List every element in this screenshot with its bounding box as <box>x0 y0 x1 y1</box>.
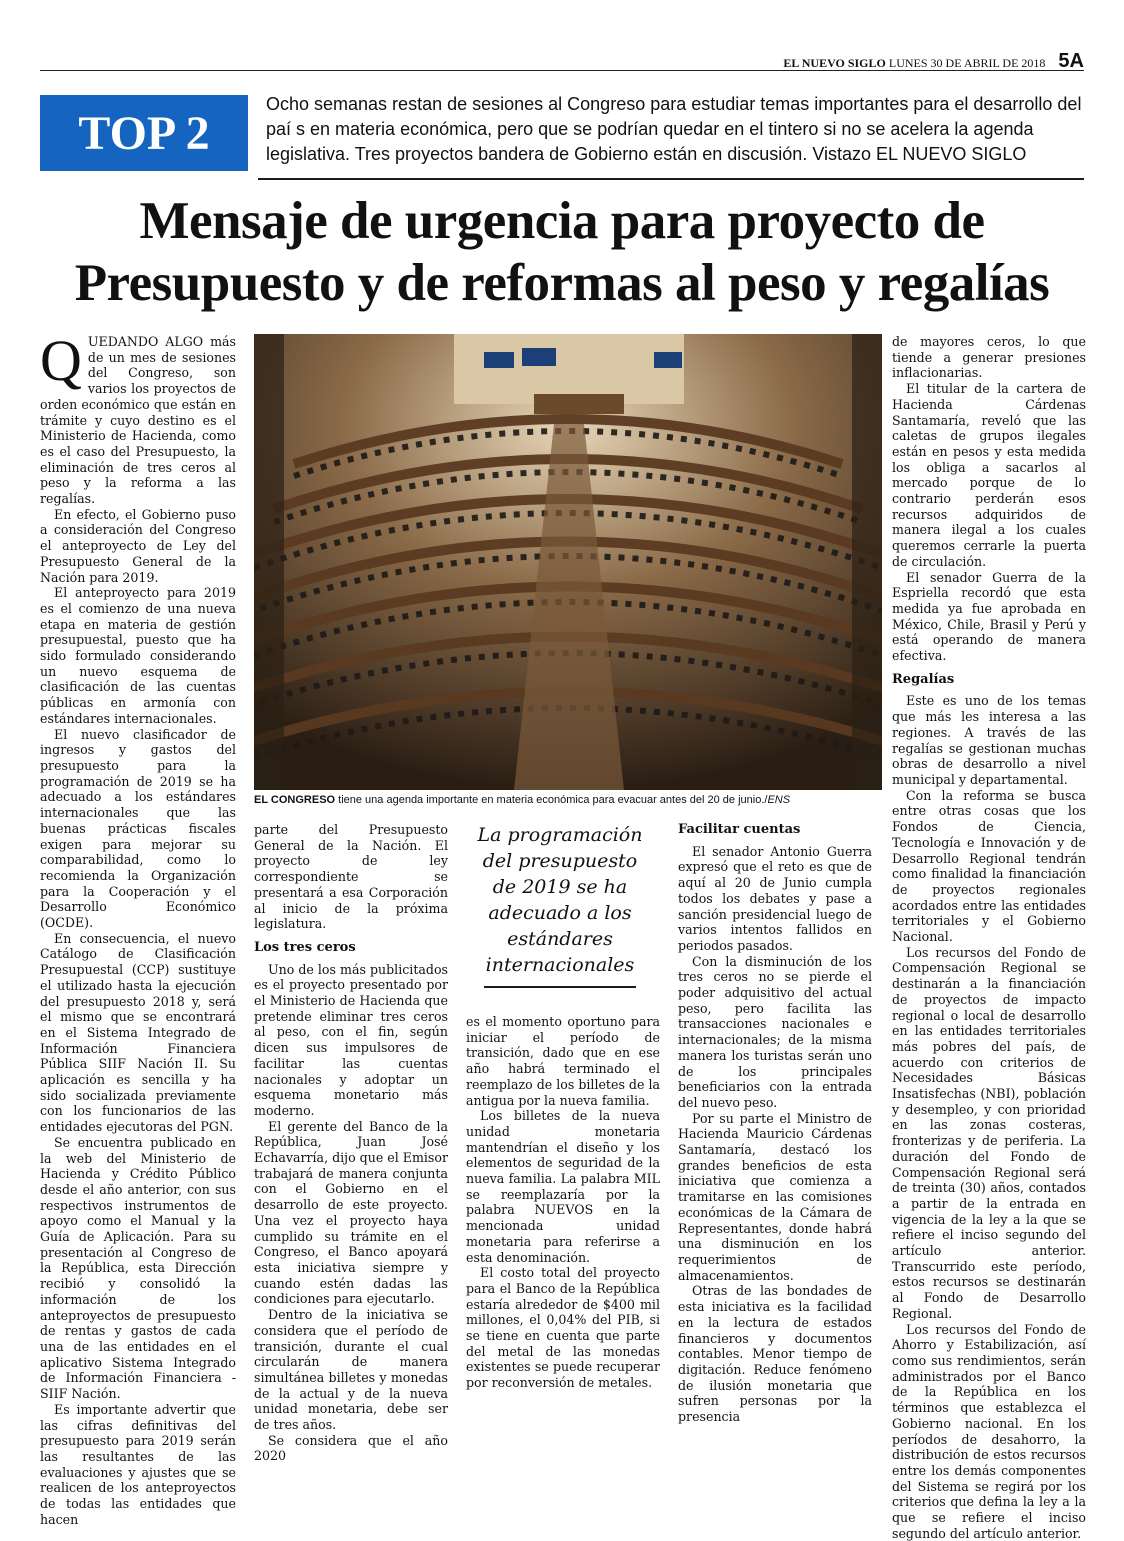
paragraph: El senador Guerra de la Espriella recordó que esta medida ya fue aprobada en México, Chile, Brasil y Perú y está operando de manera efectiva. <box>892 569 1086 664</box>
headline <box>30 190 1094 314</box>
paragraph: Este es uno de los temas que más les interesa a las regiones. A través de las regalías se gestionan muchas obras de desarrollo a nivel municipal y departamental. <box>892 693 1086 787</box>
paragraph: es el momento oportuno para iniciar el período de transición, dado que en ese año habrá terminado el reemplazo de los billetes de la antigua por la nueva familia. <box>466 1014 660 1108</box>
paragraph: Se encuentra publicado en la web del Ministerio de Hacienda y Crédito Público desde el año anterior, con sus respectivos instrumentos de apoyo como el Manual y la Guía de Aplicación. Para su presentación al Congreso de la República, esta Dirección recibió y consolidó la información de los anteproyectos de presupuesto de rentas y gastos de cada una de las entidades en el aplicativo Sistema Integrado de Información Financiera - SIIF Nación. <box>40 1134 236 1402</box>
headline-line-2: Presupuesto y de reformas al peso y regalías <box>74 254 1050 312</box>
subhead-facilitar-cuentas: Facilitar cuentas <box>678 822 801 837</box>
caption-lead: EL CONGRESO <box>254 794 336 806</box>
paragraph: En efecto, el Gobierno puso a consideración del Congreso el anteproyecto de Ley del Presupuesto General de la Nación para 2019. <box>40 506 236 585</box>
paragraph: parte del Presupuesto General de la Nación. El proyecto de ley correspondiente se presentará a esa Corporación al inicio de la próxima legislatura. <box>254 822 448 932</box>
intro-deck: Ocho semanas restan de sesiones al Congreso para estudiar temas importantes para el desarrollo del paí s en materia económica, pero que se podrían quedar en el tintero si no se acelera la agenda legislativa. Tres proyectos bandera de Gobierno están en discusión. Vistazo EL NUEVO SIGLO <box>266 94 1082 164</box>
paragraph: de mayores ceros, lo que tiende a generar presiones inflacionarias. <box>892 334 1086 381</box>
headline-line-1: Mensaje de urgencia para proyecto de <box>139 192 985 250</box>
paragraph: El costo total del proyecto para el Banco de la República estaría alrededor de $400 mil millones, el 0,04% del PIB, si se tiene en cuenta que parte del metal de las monedas existentes se puede recuperar por reconversión de metales. <box>466 1265 660 1391</box>
lead-paragraph: QUEDANDO ALGO más de un mes de sesiones del Congreso, son varios los proyectos de orden económico que están en trámite y cuyo destino es el Ministerio de Hacienda, como es el caso del Presupuesto, la eliminación de tres ceros al peso y la reforma a las regalías. <box>40 328 236 507</box>
paragraph: Uno de los más publicitados es el proyecto presentado por el Ministerio de Hacienda que pretende eliminar tres ceros al peso, con el fin, según dicen sus impulsores de facilitar las cuentas nacionales y adoptar un esquema monetario más moderno. <box>254 961 448 1118</box>
paragraph: El titular de la cartera de Hacienda Cárdenas Santamaría, reveló que las caletas de grupos ilegales están en pesos y esta medida los obliga a sacarlos al mercado porque de lo contrario perderán esos recursos adquiridos de manera ilegal a los cuales queremos cerrarle la puerta de circulación. <box>892 381 1086 569</box>
article-column-3 <box>466 1014 660 1391</box>
pull-quote-rule <box>484 986 636 988</box>
masthead-rule <box>40 70 1084 71</box>
pull-quote: La programación del presupuesto de 2019 se ha adecuado a los estándares internacionales <box>477 824 643 976</box>
paragraph: Los recursos del Fondo de Ahorro y Estabilización, así como sus rendimientos, serán administrados por el Banco de la República en los términos que establezca el Gobierno nacional. En los períodos de desahorro, la distribución de estos recursos entre los demás componentes del Sistema se regirá por los criterios que defina la ley a la que se refiere el inciso segundo del artículo anterior. <box>892 1321 1086 1541</box>
drop-cap: Q <box>40 328 82 393</box>
section-kicker: TOP 2 <box>40 95 248 171</box>
subhead-tres-ceros: Los tres ceros <box>254 939 356 955</box>
paragraph: Se considera que el año 2020 <box>254 1432 448 1464</box>
paragraph: En consecuencia, el nuevo Catálogo de Clasificación Presupuestal (CCP) sustituye el utilizado hasta la ejecución del presupuesto 2018 y, será el mismo que se encontrará en el Sistema Integrado de Información Financiera Pública SIIF Nación II. Su aplicación es sencilla y ha sido socializada previamente con los funcionarios de las entidades ejecutoras del PGN. <box>40 930 236 1135</box>
paragraph: El gerente del Banco de la República, Juan José Echavarría, dijo que el Emisor trabajará de manera conjunta con el Gobierno en el desarrollo de este proyecto. Una vez el proyecto haya cumplido su trámite en el Congreso, el Banco apoyará esta iniciativa siempre y cuando estén dadas las condiciones para ejecutarlo. <box>254 1118 448 1307</box>
intro-rule <box>258 178 1084 180</box>
article-column-4 <box>678 822 872 1425</box>
paragraph: El anteproyecto para 2019 es el comienzo de una nueva etapa en materia de gestión presupuestal, puesto que ha sido formulado considerando un nuevo esquema de clasificación de las cuentas públicas en armonía con estándares internacionales. <box>40 585 236 726</box>
paragraph: Es importante advertir que las cifras definitivas del presupuesto para 2019 serán las resultantes de las evaluaciones y ajustes que se realicen de los anteproyectos de todas las entidades que hacen <box>40 1401 236 1527</box>
paragraph: Dentro de la iniciativa se considera que el período de transición, durante el cual circularán de manera simultánea billetes y monedas de la actual y de la nueva unidad monetaria, debe ser de tres años. <box>254 1307 448 1433</box>
paragraph: El senador Antonio Guerra expresó que el reto es que de aquí al 20 de Junio cumpla todos los debates y pase a sanción presidencial luego de varios intentos fallidos en periodos pasados. <box>678 843 872 953</box>
paragraph: Con la reforma se busca entre otras cosas que los Fondos de Ciencia, Tecnología e Innovación y de Desarrollo Regional tendrán como finalidad la financiación de proyectos regionales acordados entre las entidades territoriales y el Gobierno Nacional. <box>892 787 1086 945</box>
paragraph: Los billetes de la nueva unidad monetaria mantendrían el diseño y los elementos de seguridad de la nueva familia. La palabra MIL se reemplazaría por la palabra NUEVOS en la mencionada unidad monetaria para referirse a esta denominación. <box>466 1108 660 1265</box>
paragraph: El nuevo clasificador de ingresos y gastos del presupuesto para la programación de 2019 se ha adecuado a los estándares internacionales que las buenas prácticas fiscales exigen para mejorar su comparabilidad, como lo recomienda la Organización para la Cooperación y el Desarrollo Económico (OCDE). <box>40 726 236 931</box>
caption-text: tiene una agenda importante en materia económica para evacuar antes del 20 de junio./ <box>335 794 768 806</box>
paragraph: Por su parte el Ministro de Hacienda Mauricio Cárdenas Santamaría, destacó los grandes beneficios de esta iniciativa que comienza a tramitarse en las comisiones económicas de la Cámara de Representantes, donde habrá una disminución en los requerimientos de almacenamientos. <box>678 1110 872 1283</box>
congress-photo <box>254 334 882 790</box>
subhead-regalias: Regalías <box>892 671 955 687</box>
congress-chamber-illustration <box>254 334 882 790</box>
paragraph: Los recursos del Fondo de Compensación Regional se destinarán a la financiación de proyectos de impacto regional o local de desarrollo en las entidades territoriales más pobres del país, de acuerdo con criterios de Necesidades Básicas Insatisfechas (NBI), población y desempleo, y con prioridad en las zonas costeras, fronterizas y de periferia. La duración del Fondo de Compensación Regional será de treinta (30) años, contados a partir de la entrada en vigencia de la ley a la que se refiere el inciso segundo del artículo anterior. Transcurrido este período, estos recursos se destinarán al Fondo de Desarrollo Regional. <box>892 944 1086 1321</box>
photo-credit: ENS <box>767 794 791 806</box>
paragraph: Con la disminución de los tres ceros no se pierde el poder adquisitivo del actual peso, pero facilita las transacciones nacionales e internacionales; de la misma manera los turistas serán uno de los principales beneficiarios con la entrada del nuevo peso. <box>678 953 872 1110</box>
article-column-5 <box>892 334 1086 1541</box>
article-column-1 <box>40 328 236 1527</box>
page-number: 5A <box>1058 50 1084 72</box>
paragraph: Otras de las bondades de esta iniciativa es la facilidad en la lectura de estados financieros y documentos contables. Menor tiempo de digitación. Reduce fenómeno de ilusión monetaria que sufren personas por la presencia <box>678 1283 872 1425</box>
newspaper-name: EL NUEVO SIGLO <box>783 56 886 70</box>
photo-caption <box>254 794 884 806</box>
issue-date: LUNES 30 DE ABRIL DE 2018 <box>888 56 1046 70</box>
article-column-2 <box>254 822 448 1464</box>
